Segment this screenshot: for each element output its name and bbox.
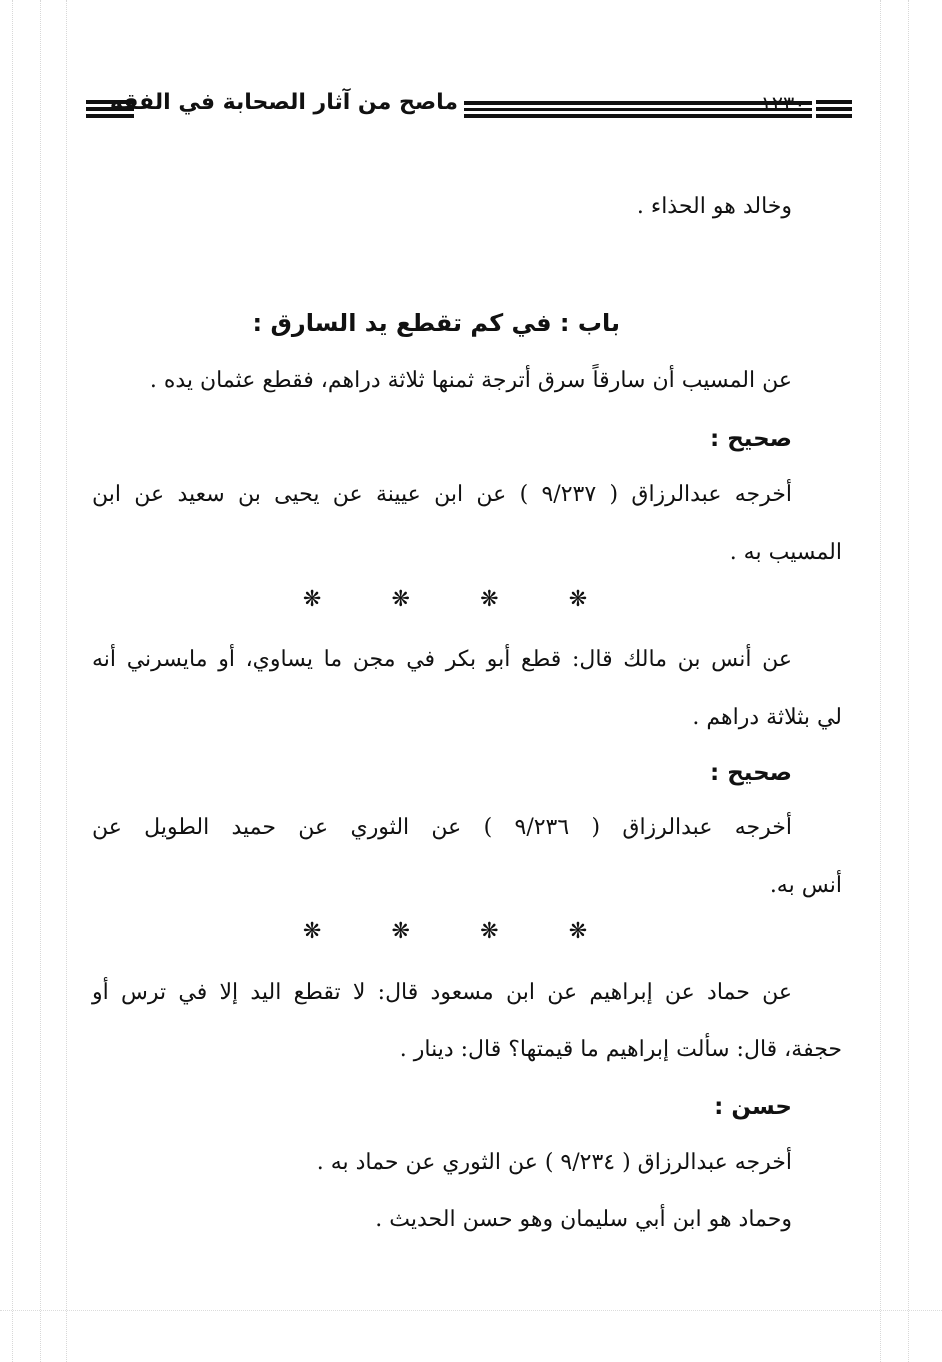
grade-label: صحيح : (710, 426, 792, 452)
star-ornament-icon: ❋ (391, 919, 410, 944)
narration-line: حجفة، قال: سألت إبراهيم ما قيمتها؟ قال: دينار . (399, 1037, 842, 1062)
text-line: وخالد هو الحذاء . (636, 194, 792, 219)
star-ornament-icon: ❋ (568, 919, 588, 944)
scan-guide-line (12, 0, 13, 1362)
section-separator (300, 588, 590, 612)
star-ornament-icon: ❋ (568, 587, 588, 612)
star-ornament-icon: ❋ (391, 587, 410, 612)
narration-line: عن أنس بن مالك قال: قطع أبو بكر في مجن ما يساوي، أو مايسرني أنه (92, 647, 792, 672)
takhrij-line: أخرجه عبدالرزاق ( ٩/٢٣٧ ) عن ابن عيينة عن يحيى بن سعيد عن ابن (92, 482, 792, 507)
section-separator (300, 920, 590, 944)
book-title: ماصح من آثار الصحابة في الفقه (109, 90, 458, 115)
star-ornament-icon: ❋ (480, 587, 499, 612)
star-ornament-icon: ❋ (302, 587, 322, 612)
star-ornament-icon: ❋ (480, 919, 499, 944)
takhrij-line: أنس به. (769, 873, 842, 898)
star-ornament-icon: ❋ (302, 919, 322, 944)
running-header (86, 88, 852, 128)
scan-guide-line (66, 0, 67, 1362)
takhrij-line: أخرجه عبدالرزاق ( ٩/٢٣٤ ) عن الثوري عن حماد به . (316, 1150, 792, 1175)
scan-guide-line (40, 0, 41, 1362)
scan-guide-line (0, 1310, 942, 1311)
page-number: ١٢٣٠ (760, 92, 806, 116)
note-line: وحماد هو ابن أبي سليمان وهو حسن الحديث . (375, 1207, 792, 1232)
grade-label: حسن : (714, 1094, 792, 1120)
chapter-heading: باب : في كم تقطع يد السارق : (252, 309, 620, 337)
takhrij-line: المسيب به . (729, 540, 842, 565)
narration-line: لي بثلاثة دراهم . (692, 705, 842, 730)
scan-guide-line (880, 0, 881, 1362)
scan-guide-line (908, 0, 909, 1362)
header-rule-right (816, 96, 852, 122)
grade-label: صحيح : (710, 760, 792, 786)
takhrij-line: أخرجه عبدالرزاق ( ٩/٢٣٦ ) عن الثوري عن حميد الطويل عن (92, 815, 792, 840)
narration-line: عن المسيب أن سارقاً سرق أترجة ثمنها ثلاثة دراهم، فقطع عثمان يده . (149, 368, 792, 393)
narration-line: عن حماد عن إبراهيم عن ابن مسعود قال: لا تقطع اليد إلا في ترس أو (92, 980, 792, 1005)
